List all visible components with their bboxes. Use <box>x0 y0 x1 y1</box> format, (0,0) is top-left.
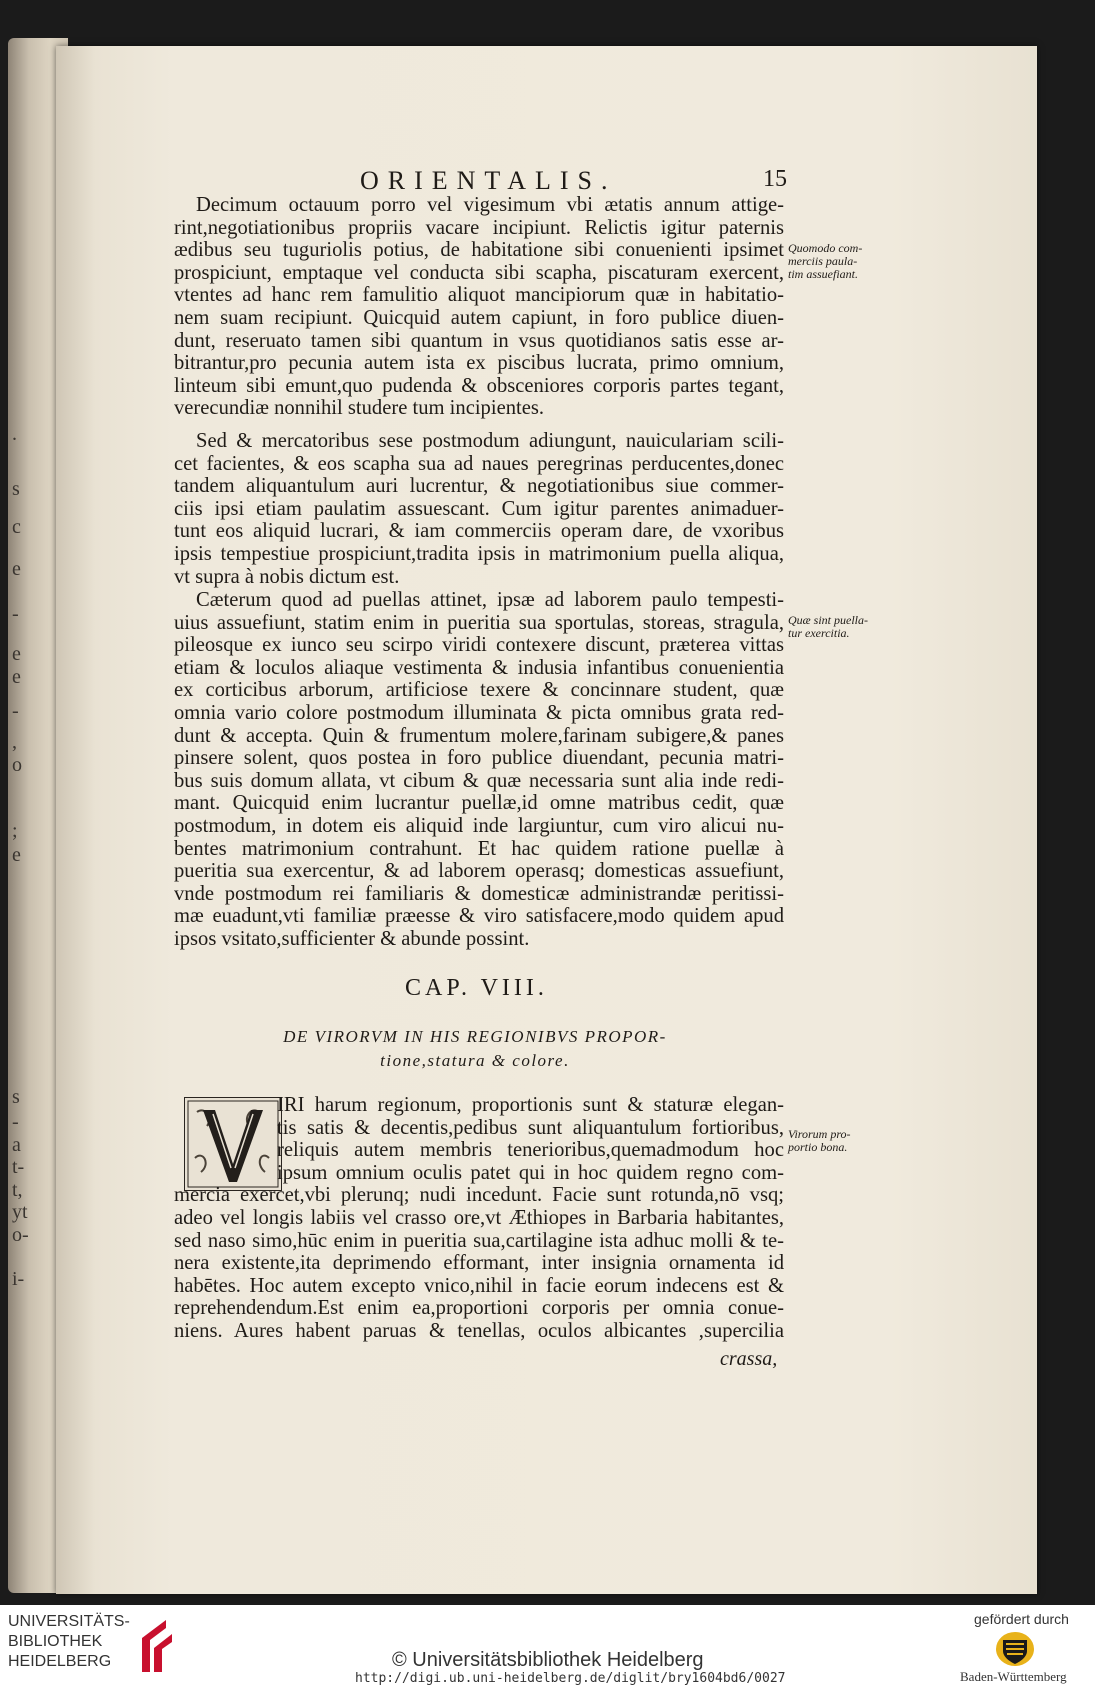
edge-glyph: e <box>12 666 21 688</box>
text-line: ex corticibus arborum, artificiose texere & concinnare student, quæ <box>174 679 784 702</box>
margin-note-girls: Quæ sint puella- tur exercitia. <box>788 613 868 640</box>
text-line: uius assuefiunt, statim enim in pueritia sua sportulas, storeas, stragula, <box>174 611 784 634</box>
text-line: ipsum omnium oculis patet qui in hoc quidem regno com- <box>277 1161 784 1184</box>
edge-glyph: e <box>12 844 21 866</box>
edge-glyph: o- <box>12 1224 29 1246</box>
sponsor-name: Baden-Württemberg <box>960 1669 1067 1684</box>
library-name-line: BIBLIOTHEK <box>8 1633 103 1650</box>
text-line: dunt, reseruato tamen sibi quantum in vsus quotidianos satis esse ar- <box>174 329 784 352</box>
edge-glyph: s <box>12 478 20 500</box>
text-line: mæ euadunt,vti familiæ præesse & viro satisfacere,modo quidem apud <box>174 905 784 928</box>
edge-glyph: , <box>12 731 17 753</box>
text-line: bitrantur,pro pecunia autem ista ex piscibus lucrata, primo omnium, <box>174 352 784 375</box>
chapter-title-line: DE VIRORVM IN HIS REGIONIBVS PROPOR- <box>283 1027 667 1046</box>
edge-glyph: a <box>12 1134 21 1156</box>
text-line: mant. Quicquid enim lucrantur puellæ,id omne matribus cedit, quæ <box>174 792 784 815</box>
chapter-title <box>230 1025 720 1073</box>
edge-glyph: s <box>12 1086 20 1108</box>
text-line: mercia exercet,vbi plerunq; nudi incedunt. Facie sunt rotunda,nō vsq; <box>174 1184 784 1207</box>
copyright-link[interactable]: © Universitätsbibliothek Heidelberg <box>392 1649 704 1671</box>
edge-glyph: . <box>12 423 17 445</box>
text-line: Cæterum quod ad puellas attinet, ipsæ ad laborem paulo tempesti- <box>196 589 784 611</box>
text-line: tandem aliquantulum auri lucrentur, & negotiationibus siue commer- <box>174 475 784 498</box>
edge-glyph: - <box>12 700 19 722</box>
text-line: habētes. Hoc autem excepto vnico,nihil in facie eorum indecens est & <box>174 1274 784 1297</box>
text-line: tunt eos aliquid lucrari, & iam commerciis operam dare, de vxoribus <box>174 520 784 543</box>
edge-glyph: e <box>12 643 21 665</box>
text-line: tis satis & decentis,pedibus sunt aliquantulum fortioribus, <box>277 1116 784 1139</box>
text-line: reliquis autem membris tenerioribus,quemadmodum hoc <box>277 1139 784 1162</box>
edge-glyph: yt <box>12 1201 28 1223</box>
paragraph-1 <box>174 194 784 420</box>
text-line: niens. Aures habent paruas & tenellas, oculos albicantes ,supercilia <box>174 1319 784 1342</box>
page-number: 15 <box>763 166 787 192</box>
text-line: pileosque ex iunco seu scirpo viridi contexere discunt, præterea vittas <box>174 634 784 657</box>
margin-note-men: Virorum pro- portio bona. <box>788 1127 851 1154</box>
text-line: vnde postmodum rei familiaris & domesticæ administrandæ peritissi- <box>174 882 784 905</box>
margin-note-commerce: Quomodo com- merciis paula- tim assuefiant. <box>788 241 863 281</box>
edge-glyph: - <box>12 603 19 625</box>
text-line: pueritia sua exercentur, & ad laborem operasq; domesticas assuefiunt, <box>174 860 784 883</box>
text-line: cet facientes, & eos scapha sua ad naues peregrinas perducentes,donec <box>174 452 784 475</box>
paragraph-2 <box>174 430 784 588</box>
text-line: prospiciunt, emptaque vel conducta sibi scapha, piscaturam exercent, <box>174 261 784 284</box>
text-line: adeo vel longis labiis vel crasso ore,vt Æthiopes in Barbaria habitantes, <box>174 1206 784 1229</box>
text-line: nem suam recipiunt. Quicquid autem capiunt, in foro publice diuen- <box>174 306 784 329</box>
text-line: verecundiæ nonnihil studere tum incipientes. <box>174 397 545 420</box>
text-line: Decimum octauum porro vel vigesimum vbi ætatis annum attige- <box>196 194 784 216</box>
edge-glyph: t- <box>12 1156 25 1178</box>
text-line: ciis ipsi etiam paulatim assuescant. Cum igitur parentes animaduer- <box>174 497 784 520</box>
permalink-url[interactable]: http://digi.ub.uni-heidelberg.de/diglit/bry1604bd6/0027 <box>355 1671 786 1686</box>
text-line: ipsos vsitato,sufficienter & abunde possint. <box>174 927 530 950</box>
text-line: etiam & loculos aliaque vestimenta & indusia infantibus conuenientia <box>174 656 784 679</box>
chapter-heading: CAP. VIII. <box>405 975 548 1001</box>
text-line: pinsere solent, quos postea in foro publice diuendant, pecunia matri- <box>174 747 784 770</box>
edge-glyph: c <box>12 516 21 538</box>
edge-glyph: e <box>12 558 21 580</box>
edge-glyph: ; <box>12 820 18 842</box>
text-line: vtentes ad hanc rem famulitio aliquot mancipiorum quæ in habitatio- <box>174 284 784 307</box>
paragraph-3 <box>174 589 784 951</box>
text-line: bus suis domum allata, vt cibum & quæ necessaria sunt alia inde redi- <box>174 769 784 792</box>
catchword: crassa, <box>720 1348 778 1370</box>
library-name-line: UNIVERSITÄTS- <box>8 1613 130 1630</box>
text-line: nera existente,ita deprimendo efformant, inter insignia ornamenta id <box>174 1252 784 1275</box>
text-line: ipsis tempestiue prospiciunt,tradita ipsis in matrimonium puella aliqua, <box>174 542 784 565</box>
text-line: omnia vario colore postmodum illuminata & picta omnibus grata red- <box>174 701 784 724</box>
text-line: IRI harum regionum, proportionis sunt & staturæ elegan- <box>277 1094 784 1116</box>
text-line: postmodum, in dotem eis aliquid inde largiuntur, cum viro alicui nu- <box>174 814 784 837</box>
text-line: dunt & accepta. Quin & frumentum molere,farinam subigere,& panes <box>174 724 784 747</box>
edge-glyph: o <box>12 754 22 776</box>
library-name-line: HEIDELBERG <box>8 1653 112 1670</box>
state-emblem-icon[interactable] <box>995 1631 1035 1667</box>
text-line: ædibus seu tuguriolis potius, de habitatione sibi conuenienti ipsimet <box>174 239 784 262</box>
text-line: vt supra à nobis dictum est. <box>174 565 400 588</box>
text-line: reprehendendum.Est enim ea,proportioni corporis per omnia conue- <box>174 1297 784 1320</box>
university-logo-icon[interactable] <box>140 1618 174 1674</box>
text-line: sed naso simo,hūc enim in pueritia sua,cartilagine ista adhuc molli & te- <box>174 1229 784 1252</box>
edge-glyph: t, <box>12 1179 23 1201</box>
text-line: bentes matrimonium contrahunt. Et hac quidem ratione puellæ à <box>174 837 784 860</box>
edge-glyph: i- <box>12 1268 25 1290</box>
footer <box>0 1605 1095 1686</box>
chapter-title-line: tione,statura & colore. <box>380 1051 570 1070</box>
text-line: Sed & mercatoribus sese postmodum adiungunt, nauiculariam scili- <box>196 430 784 452</box>
text-line: rint,negotiationibus propriis vacare incipiunt. Relictis igitur paternis <box>174 216 784 239</box>
paragraph-4 <box>174 1094 784 1343</box>
text-line: linteum sibi emunt,quo pudenda & obsceniores corporis partes tegant, <box>174 374 784 397</box>
running-head: ORIENTALIS. <box>360 166 617 195</box>
library-name <box>8 1612 130 1672</box>
sponsor-label: gefördert durch <box>974 1611 1069 1627</box>
edge-glyph: - <box>12 1111 19 1133</box>
